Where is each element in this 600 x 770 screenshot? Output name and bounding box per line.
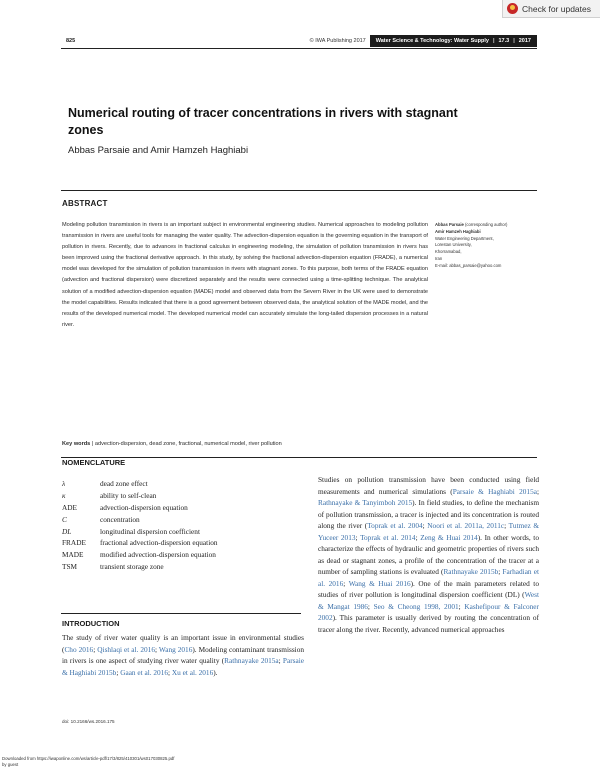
citation-link[interactable]: Rathnayake 2015b: [443, 567, 499, 576]
nomenclature-row: [62, 550, 218, 562]
affil-city: Khorramabad,: [435, 249, 462, 255]
nomenclature-desc: concentration: [100, 514, 140, 524]
author-affiliation: [435, 222, 550, 270]
nomenclature-symbol: ADE: [62, 502, 77, 512]
nomenclature-desc: dead zone effect: [100, 479, 148, 488]
right-column-text: [318, 474, 539, 635]
journal-name: Water Science & Technology: Water Supply: [375, 38, 489, 44]
doi[interactable]: doi: 10.2166/ws.2016.175: [62, 719, 115, 724]
nomenclature-desc: fractional advection-dispersion equation: [100, 538, 218, 548]
text-run: Studies on pollution transmission have been conducted using field measurements and numerical simulations (: [318, 475, 539, 496]
citation-link[interactable]: Qishlaqi et al. 2016: [97, 644, 155, 654]
year: 2017: [518, 38, 531, 44]
citation-link[interactable]: Parsaie & Haghiabi 2015b: [62, 656, 304, 677]
text-run: ;: [355, 532, 361, 542]
nomenclature-heading: NOMENCLATURE: [62, 458, 126, 467]
journal-bar: [370, 35, 537, 47]
text-run: ;: [154, 644, 159, 654]
paper-title: Numerical routing of tracer concentrations in rivers with stagnant zones: [68, 106, 458, 137]
nomenclature-row: [62, 515, 218, 527]
nomenclature-row: [62, 538, 218, 550]
keywords-label: Key words: [62, 441, 91, 447]
text-run: ). One of the main parameters related to studies of river pollution is longitudinal dispersion coefficient (DL) (: [318, 578, 539, 599]
text-run: ;: [458, 601, 465, 611]
text-run: ;: [116, 667, 121, 677]
introduction-text: [62, 632, 304, 678]
affil-univ: Lorestan University,: [435, 242, 472, 248]
paper-authors: Abbas Parsaie and Amir Hamzeh Haghiabi: [68, 145, 249, 156]
affil-corresponding-note: (corresponding author): [463, 222, 508, 227]
nomenclature-row: [62, 503, 218, 515]
text-run: The study of river water quality is an important issue in environmental studies (: [62, 633, 304, 654]
citation-link[interactable]: Kashefipour & Falconer 2002: [318, 601, 539, 622]
abstract-text: Modeling pollution transmission in rivers is an important subject in environmental engineering studies. Numerical approaches to modeling pollution transmission in rivers are useful tools for managing the water quality. The advection-dispersion equation is the governing equation in the transport of pollution in rivers. Recently, due to advances in fractional calculus in engineering modeling, the simulation of pollution transmission in rivers has been improved using the fractional derivative approach. In this study, by solving the fractional advection-dispersion equation (FRADE), a numerical model was developed for the simulation of pollution transmission in rivers with stagnant zones. To this purpose, both terms of the FRADE equation (advection and fractional dispersion) were discretized separately and the results were connected using a time-splitting technique. The analytical solution of a modified advection-dispersion equation (MADE) model and observed data from the Severn River in the UK were used to demonstrate the model capabilities. Results indicated that there is a good agreement between observed data, the analytical solution of the MADE model, and the results of the developed numerical model. The developed numerical model can accurately simulate the long-tailed dispersion processes in a natural river.: [62, 222, 428, 328]
affil-email[interactable]: E-mail: abbas_parsaie@yahoo.com: [435, 262, 502, 268]
separator: |: [513, 38, 515, 44]
abstract-heading: ABSTRACT: [62, 199, 108, 208]
text-run: ;: [367, 601, 374, 611]
citation-link[interactable]: West & Mangat 1986: [318, 590, 539, 611]
text-run: ;: [278, 656, 283, 665]
nomenclature-row: [62, 527, 218, 539]
text-run: ).: [213, 667, 218, 677]
running-header: [61, 35, 537, 47]
publisher: © IWA Publishing 2017: [309, 38, 366, 44]
introduction-heading: INTRODUCTION: [62, 619, 120, 628]
nomenclature-symbol: C: [62, 514, 67, 524]
citation-link[interactable]: Toprak et al. 2004: [367, 521, 423, 530]
footer-line: Downloaded from https://iwaponline.com/ws/article-pdf/17/3/825/410301/ws017030825.pdf: [2, 756, 175, 761]
introduction-rule: [61, 613, 301, 614]
citation-link[interactable]: Toprak et al. 2014: [360, 532, 416, 542]
nomenclature-symbol: TSM: [62, 562, 78, 572]
affil-author2: Amir Hamzeh Haghiabi: [435, 228, 481, 234]
nomenclature-symbol: κ: [62, 490, 66, 500]
nomenclature-desc: advection-dispersion equation: [100, 502, 188, 512]
text-run: ). This parameter is usually derived by routing the concentration of tracer along the river. Recently, advanced numerical approaches: [318, 613, 539, 634]
nomenclature-rule: [61, 457, 537, 458]
nomenclature-row: [62, 491, 218, 503]
citation-link[interactable]: Rathnayake & Tanyimboh 2015: [318, 498, 413, 507]
affil-country: Iran: [435, 255, 443, 261]
nomenclature-symbol: DL: [62, 526, 72, 536]
citation-link[interactable]: Seo & Cheong 1998, 2001: [373, 601, 459, 611]
text-run: ;: [93, 644, 98, 654]
affil-author1: Abbas Parsaie: [435, 222, 464, 227]
citation-link[interactable]: Wang & Huai 2016: [348, 578, 411, 588]
citation-link[interactable]: Tutmez & Yuceer 2013: [318, 521, 539, 542]
footer-line: by guest: [2, 761, 19, 767]
nomenclature-desc: transient storage zone: [100, 562, 164, 572]
separator: |: [492, 38, 495, 44]
keywords: [62, 441, 442, 447]
nomenclature-symbol: MADE: [62, 550, 84, 560]
keywords-list: | advection-dispersion, dead zone, fractional, numerical model, river pollution: [91, 441, 282, 447]
nomenclature-symbol: λ: [62, 479, 66, 488]
check-for-updates-badge[interactable]: [502, 0, 600, 18]
citation-link[interactable]: Zeng & Huai 2014: [420, 532, 478, 542]
citation-link[interactable]: Wang 2016: [158, 644, 193, 654]
text-run: ). In field studies, to define the mechanism of pollution transmission, a tracer is injected and its concentration is routed along the river (: [318, 498, 540, 530]
nomenclature-desc: longitudinal dispersion coefficient: [100, 526, 200, 536]
citation-link[interactable]: Parsaie & Haghiabi 2015a: [452, 486, 537, 496]
citation-link[interactable]: Cho 2016: [64, 644, 94, 654]
page-number: 825: [66, 38, 76, 44]
text-run: ;: [504, 521, 509, 530]
nomenclature-row: [62, 479, 218, 491]
text-run: ;: [498, 567, 503, 576]
nomenclature-desc: ability to self-clean: [100, 490, 157, 500]
text-run: ;: [422, 521, 428, 530]
citation-link[interactable]: Rathnayake 2015a: [224, 656, 279, 665]
text-run: ;: [168, 667, 172, 677]
citation-link[interactable]: Gaan et al. 2016: [120, 667, 169, 677]
volume: 17.3: [498, 38, 510, 44]
citation-link[interactable]: Farhadian et al. 2016: [318, 567, 539, 588]
download-footer: [2, 756, 174, 767]
abstract-rule: [61, 190, 537, 191]
text-run: ;: [536, 486, 539, 496]
nomenclature-desc: modified advection-dispersion equation: [100, 550, 216, 560]
check-for-updates-label: Check for updates: [522, 3, 591, 14]
check-for-updates-icon: [507, 3, 518, 14]
citation-link[interactable]: Noori et al. 2011a, 2011c: [427, 521, 505, 530]
nomenclature-row: [62, 562, 218, 574]
citation-link[interactable]: Xu et al. 2016: [171, 667, 214, 677]
text-run: ;: [415, 532, 421, 542]
affil-dept: Water Engineering Department,: [435, 235, 494, 241]
text-run: ). In other words, to characterize the effects of hydraulic and geometric properties of rivers such as dead or stagnant zones, a profile of the concentration of the tracer at a number of sampling stations is evaluated (: [318, 532, 539, 576]
text-run: ;: [343, 578, 349, 588]
text-run: ). Modeling contaminant transmission in rivers is one aspect of studying river water quality (: [62, 644, 304, 665]
nomenclature-symbol: FRADE: [62, 538, 86, 548]
nomenclature-table: [62, 479, 218, 574]
header-rule: [61, 48, 537, 49]
